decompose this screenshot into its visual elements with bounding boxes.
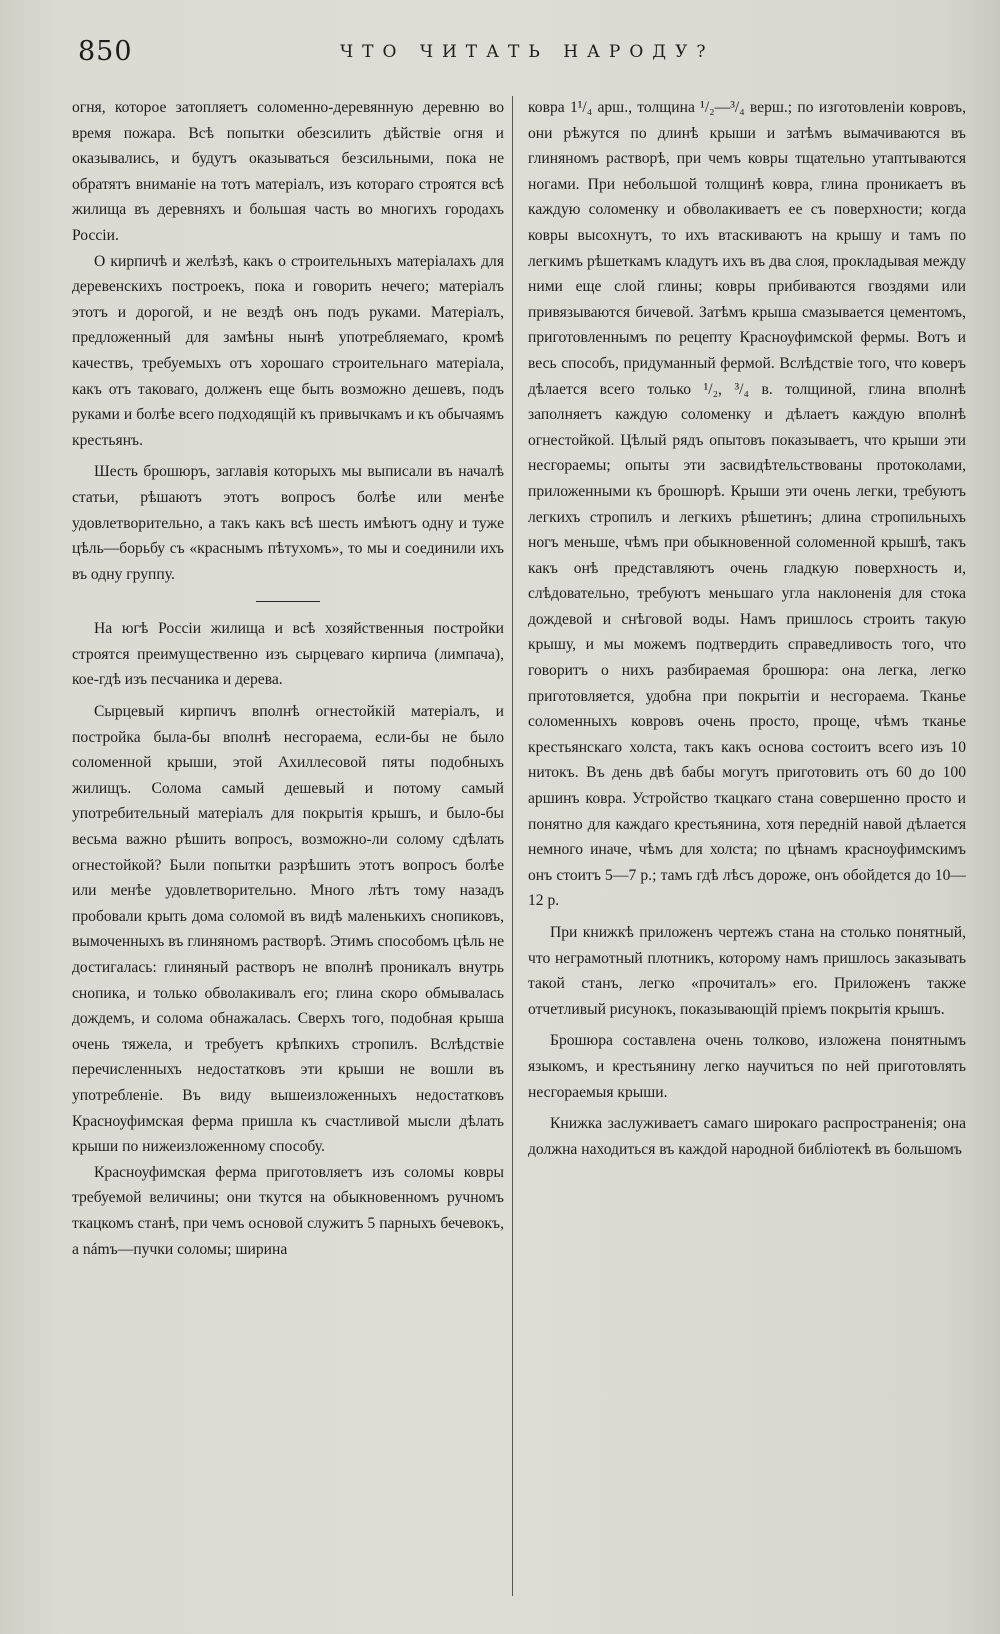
paragraph: На югѣ Россіи жилища и всѣ хозяйственныя постройки строятся преимущественно изъ сырцеваго кирпича (лимпача), кое-гдѣ изъ песчаника и дерева. xyxy=(72,620,504,689)
paragraph: Сырцевый кирпичъ вполнѣ огнестойкій матеріалъ, и постройка была-бы вполнѣ несгораема, если-бы не было соломенной крыши, этой Ахиллесовой пяты подобныхъ жилищъ. Солома самый дешевый и потому самый употребительный матеріалъ для покрытія крышъ, и было-бы весьма важно рѣшить вопросъ, возможно-ли солому сдѣлать огнестойкой? Были попытки разрѣшить этотъ вопросъ болѣе или менѣе удовлетворительно. Много лѣтъ тому назадъ пробовали крыть дома соломой въ видѣ маленькихъ снопиковъ, вымоченныхъ въ глиняномъ растворѣ. Этимъ способомъ цѣль не достигалась: глиняный растворъ не вполнѣ проникалъ внутрь снопика, и только обволакивалъ его; глина скоро обмывалась дождемъ, и солома обнажалась. Сверхъ того, подобная крыша очень тяжела, и требуетъ крѣпкихъ стропилъ. Вслѣдствіе перечисленныхъ недостатковъ эти крыши не вошли въ употребленіе. Въ виду вышеизложенныхъ недостатковъ Красноуфимская ферма пришла къ счастливой мысли дѣлать крыши по нижеизложенному способу. xyxy=(72,703,504,1156)
paragraph: ковра 1¹/₄ арш., толщина ¹/₂—³/₄ верш.; по изготовленіи ковровъ, они рѣжутся по длинѣ крыши и затѣмъ вымачиваются въ глиняномъ растворѣ, при чемъ ковры тщательно утаптываются ногами. При небольшой толщинѣ ковра, глина проникаетъ въ каждую соломенку и обволакиваетъ ее съ поверхности; когда ковры высохнутъ, то ихъ втаскиваютъ на крышу и тамъ по легкимъ рѣшеткамъ кладутъ ихъ въ два слоя, прокладывая между ними еще слой глины; ковры прибиваются гвоздями или привязываются бичевой. Затѣмъ крыша смазывается цементомъ, приготовленнымъ по рецепту Красноуфимской фермы. Вотъ и весь способъ, придуманный фермой. Вслѣдствіе того, что коверъ дѣлается всего только ¹/₂, ³/₄ в. толщиной, глина вполнѣ заполняетъ каждую соломенку и дѣлаетъ каждую вполнѣ огнестойкой. Цѣлый рядъ опытовъ показываетъ, что крыши эти несгораемы; опыты эти засвидѣтельствованы протоколами, приложенными къ брошюрѣ. Крыши эти очень легки, требуютъ легкихъ стропилъ и легкихъ рѣшетинъ; длина стропильныхъ ногъ меньше, чѣмъ при обыкновенной соломенной крышѣ, такъ какъ онѣ представляютъ очень гладкую поверхность и, слѣдовательно, требуютъ меньшаго угла наклоненія для стока дождевой и снѣговой воды. Намъ пришлось строить такую крышу, и мы можемъ подтвердить справедливость того, что говоритъ о нихъ разбираемая брошюра: она легка, легко приготовляется, удобна при покрытіи и несгораема. Тканье соломенныхъ ковровъ очень просто, проще, чѣмъ тканье крестьянскаго холста, такъ какъ основа состоитъ всего изъ 10 нитокъ. Въ день двѣ бабы могутъ приготовить отъ 60 до 100 аршинъ ковра. Устройство ткацкаго стана совершенно просто и понятно для каждаго крестьянина, хотя передній навой дѣлается немного иначе, чѣмъ для холста; по цѣнамъ красноуфимскимъ онъ стоитъ 5—7 р.; тамъ гдѣ лѣсъ дороже, онъ обойдется до 10—12 р. xyxy=(528,99,966,910)
paragraph: Шесть брошюръ, заглавія которыхъ мы выписали въ началѣ статьи, рѣшаютъ этотъ вопросъ болѣе или менѣе удовлетворительно, а такъ какъ всѣ шесть имѣютъ одну и туже цѣль—борьбу съ «краснымъ пѣтухомъ», то мы и соединили ихъ въ одну группу. xyxy=(72,463,504,583)
paragraph: Брошюра составлена очень толково, изложена понятнымъ языкомъ, и крестьянину легко научиться по ней приготовлять несгораемыя крыши. xyxy=(528,1032,966,1101)
paragraph: огня, которое затопляетъ соломенно-деревянную деревню во время пожара. Всѣ попытки обезсилить дѣйствіе огня и оказывались, и будутъ оказываться безсильными, пока не обратятъ вниманіе на тотъ матеріалъ, изъ котораго строятся всѣ жилища въ деревняхъ и большая часть во многихъ городахъ Россіи. xyxy=(72,99,504,244)
running-title: ЧТО ЧИТАТЬ НАРОДУ? xyxy=(340,42,715,62)
paragraph: Книжка заслуживаетъ самаго широкаго распространенія; она должна находиться въ каждой народной библіотекѣ въ большомъ xyxy=(528,1115,966,1158)
paragraph: О кирпичѣ и желѣзѣ, какъ о строительныхъ матеріалахъ для деревенскихъ построекъ, пока и говорить нечего; матеріалъ этотъ и дорогой, и не вездѣ онъ подъ руками. Матеріалъ, предложенный для замѣны нынѣ употребляемаго, кромѣ качествъ, требуемыхъ отъ хорошаго строительнаго матеріала, какъ отъ таковаго, долженъ еще быть возможно дешевъ, подъ руками и болѣе всего подходящій къ привычкамъ и къ обычаямъ крестьянъ. xyxy=(72,252,504,449)
section-divider xyxy=(256,601,320,602)
column-divider xyxy=(512,96,513,1596)
page-header xyxy=(0,36,1000,76)
right-column xyxy=(528,95,966,1162)
page-number: 850 xyxy=(78,36,133,67)
left-column xyxy=(72,95,504,1262)
paragraph: При книжкѣ приложенъ чертежъ стана на столько понятный, что неграмотный плотникъ, которому намъ пришлось заказывать такой станъ, легко «прочиталъ» его. Приложенъ также отчетливый рисунокъ, показывающій пріемъ покрытія крышъ. xyxy=(528,924,966,1018)
paragraph: Красноуфимская ферма приготовляетъ изъ соломы ковры требуемой величины; они ткутся на обыкновенномъ ручномъ ткацкомъ станѣ, при чемъ основой служитъ 5 парныхъ бечевокъ, а námъ—пучки соломы; ширина xyxy=(72,1163,504,1258)
